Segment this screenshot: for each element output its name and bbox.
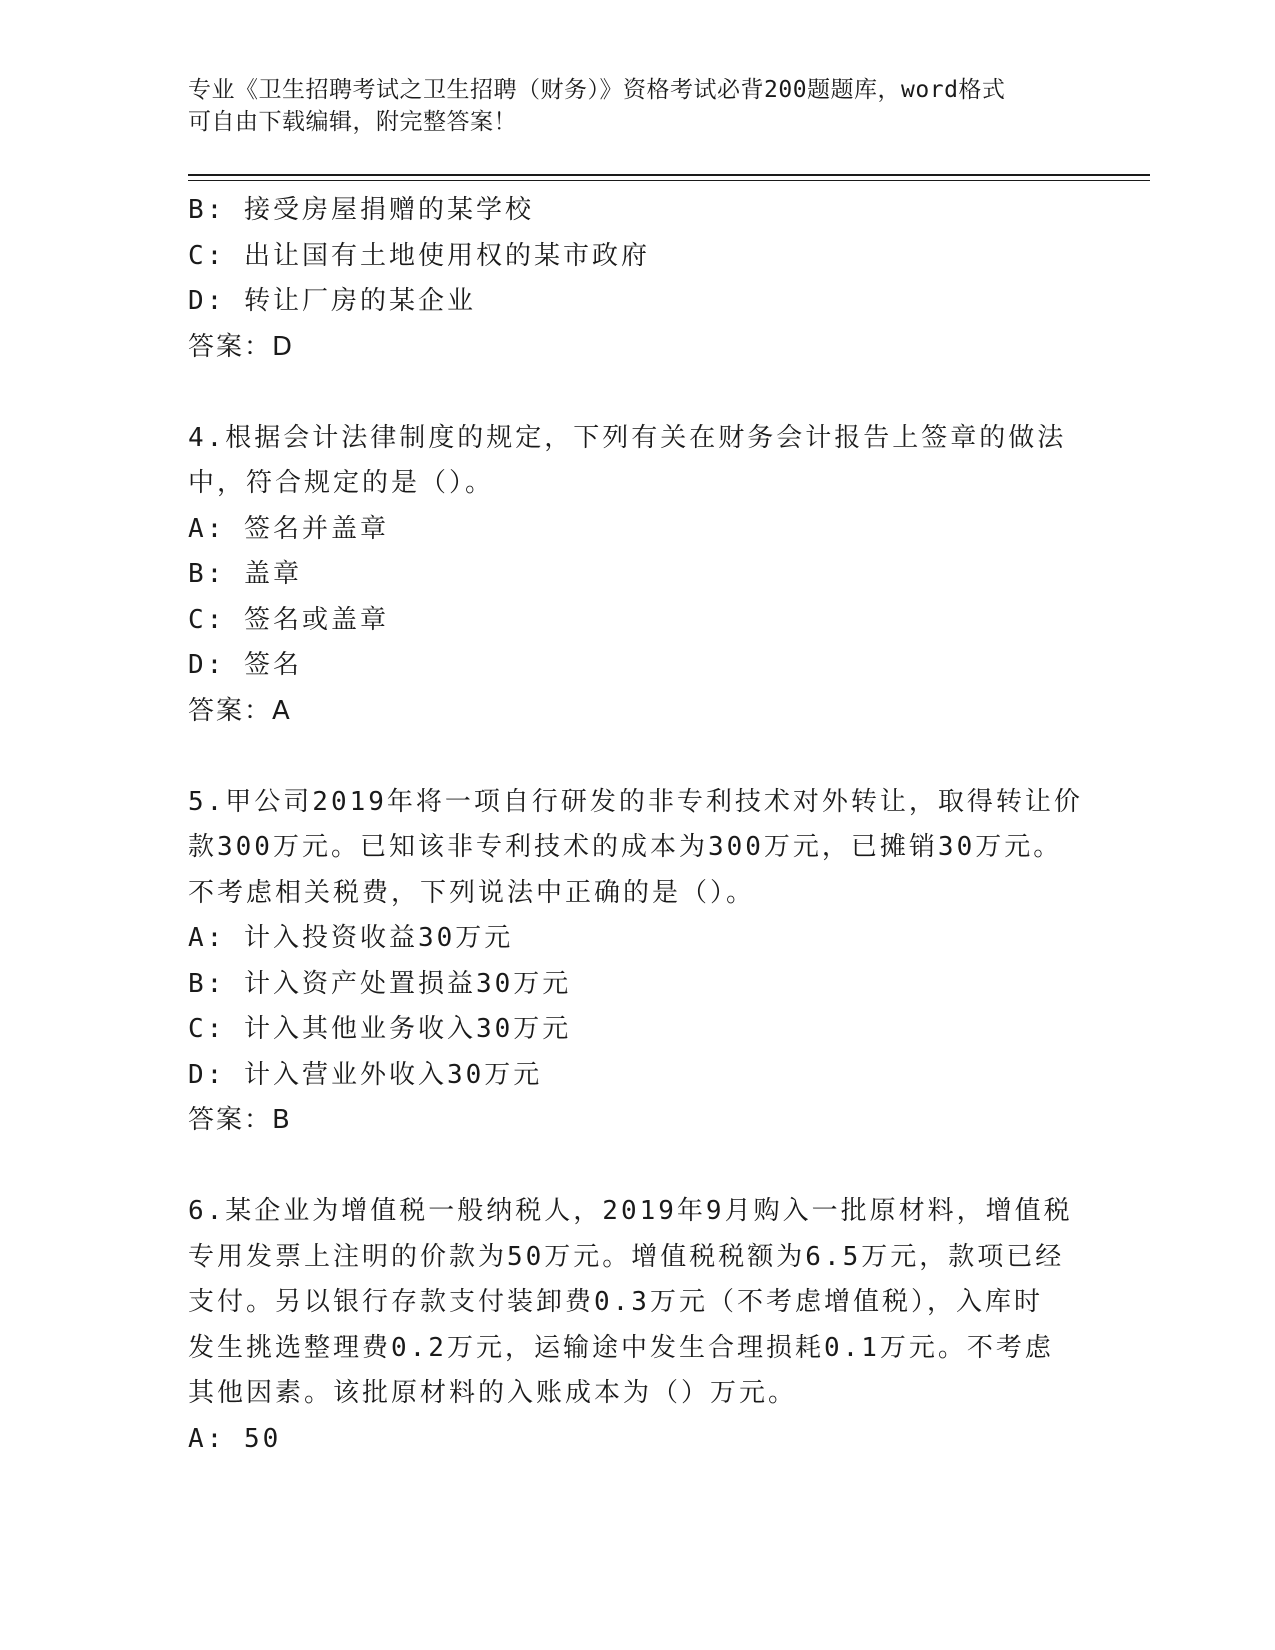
q4-option-c: C: 签名或盖章 (188, 604, 389, 635)
header-divider-thick (188, 174, 1150, 176)
q6-stem-line-5: 其他因素。该批原材料的入账成本为（）万元。 (188, 1378, 798, 1408)
q5-stem-line-1: 5.甲公司2019年将一项自行研发的非专利技术对外转让，取得转让价 (188, 786, 1083, 817)
q3-option-c: C: 出让国有土地使用权的某市政府 (188, 240, 650, 271)
question-4 (188, 416, 1068, 735)
q5-stem-line-3: 不考虑相关税费，下列说法中正确的是（）。 (188, 877, 756, 908)
q6-stem-line-3: 支付。另以银行存款支付装卸费0.3万元（不考虑增值税），入库时 (188, 1287, 1043, 1317)
q4-option-a: A: 签名并盖章 (188, 513, 389, 544)
q4-option-d: D: 签名 (188, 650, 302, 680)
q6-stem-line-2: 专用发票上注明的价款为50万元。增值税税额为6.5万元，款项已经 (188, 1241, 1065, 1272)
q5-stem-line-2: 款300万元。已知该非专利技术的成本为300万元，已摊销30万元。 (188, 832, 1063, 862)
q4-answer: 答案：A (188, 695, 292, 726)
q4-stem-line-2: 中，符合规定的是（）。 (188, 468, 495, 498)
q5-option-d: D: 计入营业外收入30万元 (188, 1059, 543, 1090)
question-6 (188, 1189, 1073, 1462)
page-header (188, 74, 1088, 138)
header-title-line-1: 专业《卫生招聘考试之卫生招聘（财务）》资格考试必背200题题库，word格式 (188, 77, 1006, 103)
question-3 (188, 188, 1068, 370)
q4-option-b: B: 盖章 (188, 559, 302, 589)
q3-answer: 答案：D (188, 331, 295, 362)
q5-option-c: C: 计入其他业务收入30万元 (188, 1014, 572, 1044)
q5-option-b: B: 计入资产处置损益30万元 (188, 968, 572, 999)
q3-option-b: B: 接受房屋捐赠的某学校 (188, 195, 534, 225)
q6-stem-line-1: 6.某企业为增值税一般纳税人，2019年9月购入一批原材料，增值税 (188, 1196, 1073, 1226)
q4-stem-line-1: 4.根据会计法律制度的规定，下列有关在财务会计报告上签章的做法 (188, 422, 1067, 453)
q3-option-d: D: 转让厂房的某企业 (188, 286, 476, 316)
question-5 (188, 780, 1083, 1144)
spacer (188, 1144, 1068, 1190)
q6-option-a: A: 50 (188, 1423, 282, 1454)
q5-answer: 答案：B (188, 1105, 292, 1135)
question-list (188, 188, 1083, 1462)
header-divider-thin (188, 180, 1150, 181)
q5-option-a: A: 计入投资收益30万元 (188, 923, 514, 953)
spacer (188, 734, 1068, 780)
q6-stem-line-4: 发生挑选整理费0.2万元，运输途中发生合理损耗0.1万元。不考虑 (188, 1332, 1054, 1363)
header-title-line-2: 可自由下载编辑，附完整答案！ (188, 109, 517, 135)
spacer (188, 370, 1068, 416)
